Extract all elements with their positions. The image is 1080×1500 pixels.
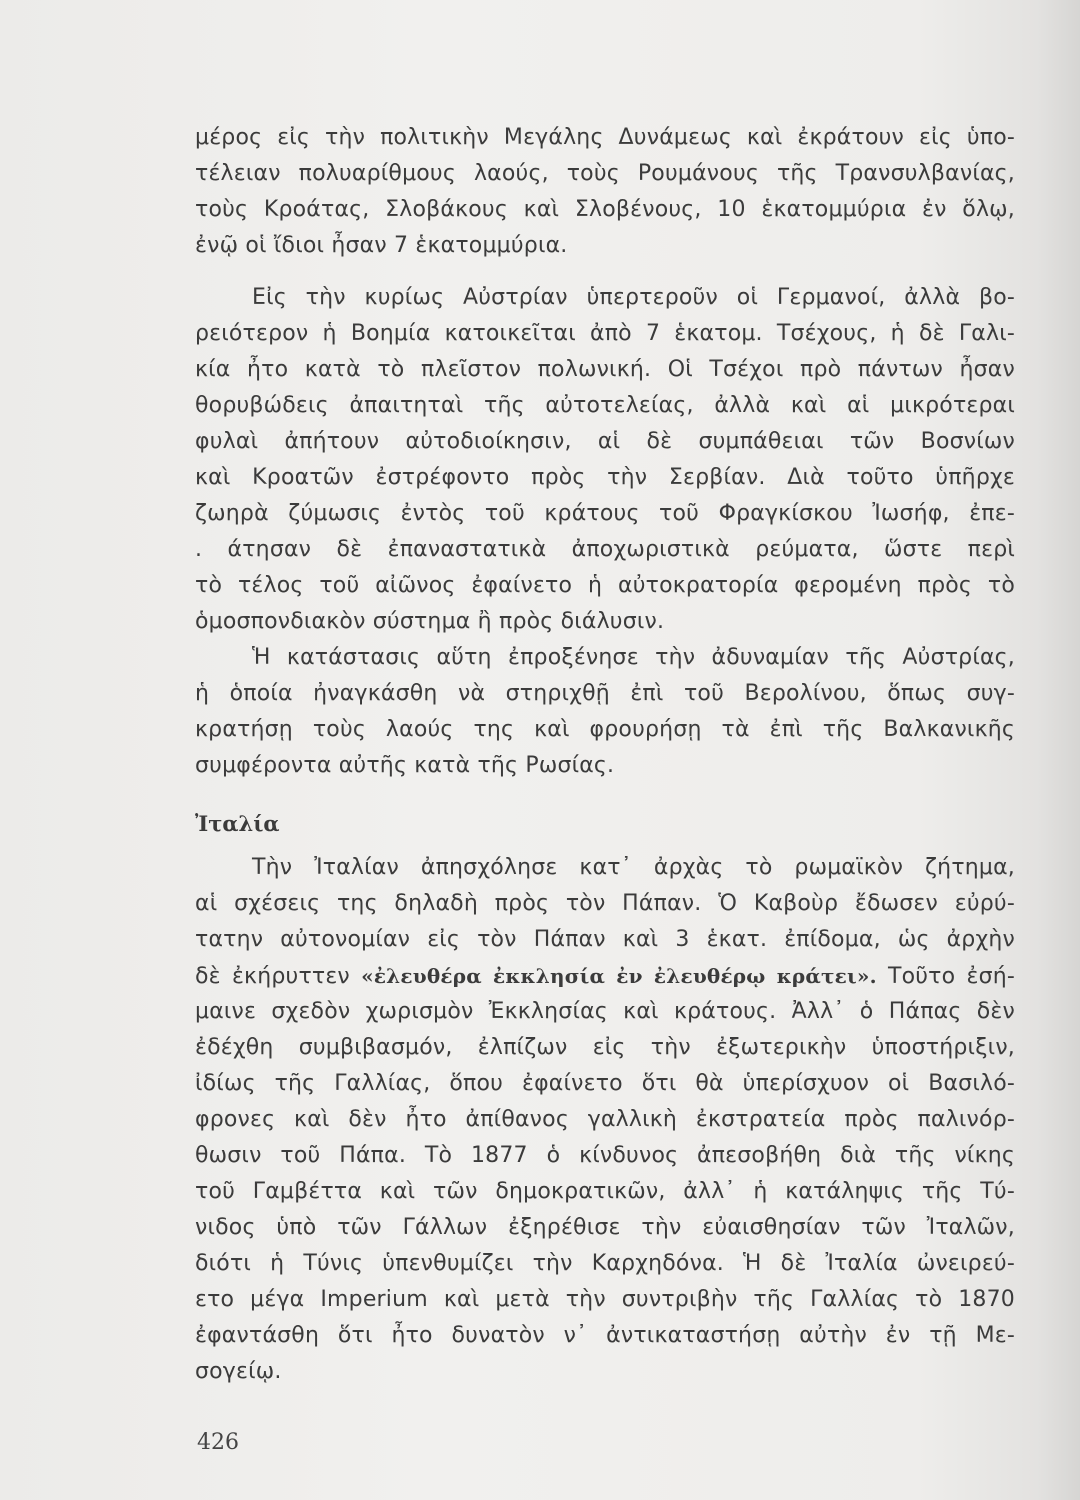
text-line: αἱ σχέσεις της δηλαδὴ πρὸς τὸν Πάπαν. Ὁ Καβοὺρ ἔδωσεν εὐρύ- <box>195 891 1015 916</box>
text-line: ἰδίως τῆς Γαλλίας, ὅπου ἐφαίνετο ὅτι θὰ ὑπερίσχυον οἱ Βασιλό- <box>195 1071 1015 1096</box>
text-run: δὲ ἐκήρυττεν <box>195 964 362 989</box>
text-line: συμφέροντα αὐτῆς κατὰ τῆς Ρωσίας. <box>195 753 615 778</box>
text-line: καὶ Κροατῶν ἐστρέφοντο πρὸς τὴν Σερβίαν. Διὰ τοῦτο ὑπῆρχε <box>195 465 1015 490</box>
text-line: . άτησαν δὲ ἐπαναστατικὰ ἀποχωριστικὰ ρεύματα, ὥστε περὶ <box>195 537 1015 562</box>
text-line: ρειότερον ἡ Βοημία κατοικεῖται ἀπὸ 7 ἑκατομ. Τσέχους, ἡ δὲ Γαλι- <box>195 321 1015 346</box>
section-heading: Ἰταλία <box>195 811 280 836</box>
text-line: ζωηρὰ ζύμωσις ἐντὸς τοῦ κράτους τοῦ Φραγκίσκου Ἰωσήφ, ἐπε- <box>195 501 1015 526</box>
text-line: τατην αὐτονομίαν εἰς τὸν Πάπαν καὶ 3 ἑκατ. ἐπίδομα, ὡς ἀρχὴν <box>195 927 1015 952</box>
text-line: Τὴν Ἰταλίαν ἀπησχόλησε κατ᾽ ἀρχὰς τὸ ρωμαϊκὸν ζήτημα, <box>252 855 1015 880</box>
text-line: σογείῳ. <box>195 1359 282 1384</box>
text-line: κία ἦτο κατὰ τὸ πλεῖστον πολωνική. Οἱ Τσέχοι πρὸ πάντων ἦσαν <box>195 357 1015 382</box>
text-run: Τοῦτο ἐσή- <box>876 964 1015 989</box>
text-line: φρονες καὶ δὲν ἦτο ἀπίθανος γαλλικὴ ἐκστρατεία πρὸς παλινόρ- <box>195 1107 1015 1132</box>
text-line: ὁμοσπονδιακὸν σύστημα ἢ πρὸς διάλυσιν. <box>195 609 665 634</box>
text-line: φυλαὶ ἀπήτουν αὐτοδιοίκησιν, αἱ δὲ συμπάθειαι τῶν Βοσνίων <box>195 429 1015 454</box>
text-line: τὸ τέλος τοῦ αἰῶνος ἐφαίνετο ἡ αὐτοκρατορία φερομένη πρὸς τὸ <box>195 573 1015 598</box>
text-line: κρατήσῃ τοὺς λαούς της καὶ φρουρήσῃ τὰ ἐπὶ τῆς Βαλκανικῆς <box>195 717 1015 742</box>
text-line: διότι ἡ Τύνις ὑπενθυμίζει τὴν Καρχηδόνα. Ἡ δὲ Ἰταλία ὠνειρεύ- <box>195 1251 1015 1276</box>
text-line: ἐνῷ οἱ ἴδιοι ἦσαν 7 ἑκατομμύρια. <box>195 233 568 258</box>
bold-quote: «ἐλευθέρα ἐκκλησία ἐν ἐλευθέρῳ κράτει». <box>361 964 877 988</box>
text-line: νιδος ὑπὸ τῶν Γάλλων ἐξηρέθισε τὴν εὐαισθησίαν τῶν Ἰταλῶν, <box>195 1215 1015 1240</box>
text-line: τέλειαν πολυαρίθμους λαούς, τοὺς Ρουμάνους τῆς Τρανσυλβανίας, <box>195 161 1015 186</box>
text-line: τοὺς Κροάτας, Σλοβάκους καὶ Σλοβένους, 10 ἑκατομμύρια ἐν ὅλῳ, <box>195 197 1015 222</box>
text-line: τοῦ Γαμβέττα καὶ τῶν δημοκρατικῶν, ἀλλ᾽ ἡ κατάληψις τῆς Τύ- <box>195 1179 1015 1204</box>
text-line: μαινε σχεδὸν χωρισμὸν Ἐκκλησίας καὶ κράτους. Ἀλλ᾽ ὁ Πάπας δὲν <box>195 999 1015 1024</box>
text-line: Εἰς τὴν κυρίως Αὐστρίαν ὑπερτεροῦν οἱ Γερμανοί, ἀλλὰ βο- <box>252 285 1015 310</box>
page-number: 426 <box>197 1430 239 1455</box>
text-line: ἐδέχθη συμβιβασμόν, ἐλπίζων εἰς τὴν ἐξωτερικὴν ὑποστήριξιν, <box>195 1035 1015 1060</box>
text-line: θωσιν τοῦ Πάπα. Τὸ 1877 ὁ κίνδυνος ἀπεσοβήθη διὰ τῆς νίκης <box>195 1143 1015 1168</box>
text-line: Ἡ κατάστασις αὕτη ἐπροξένησε τὴν ἀδυναμίαν τῆς Αὐστρίας, <box>252 645 1015 670</box>
text-line-with-quote <box>195 956 1015 996</box>
text-line: μέρος εἰς τὴν πολιτικὴν Μεγάλης Δυνάμεως καὶ ἐκράτουν εἰς ὑπο- <box>195 125 1015 150</box>
text-line: ἐφαντάσθη ὅτι ἦτο δυνατὸν ν᾽ ἀντικαταστήσῃ αὐτὴν ἐν τῇ Με- <box>195 1323 1015 1348</box>
text-line: θορυβώδεις ἀπαιτηταὶ τῆς αὐτοτελείας, ἀλλὰ καὶ αἱ μικρότεραι <box>195 393 1015 418</box>
text-line: ετο μέγα Imperium καὶ μετὰ τὴν συντριβὴν τῆς Γαλλίας τὸ 1870 <box>195 1287 1015 1312</box>
text-line: ἡ ὁποία ἠναγκάσθη νὰ στηριχθῇ ἐπὶ τοῦ Βερολίνου, ὅπως συγ- <box>195 681 1015 706</box>
